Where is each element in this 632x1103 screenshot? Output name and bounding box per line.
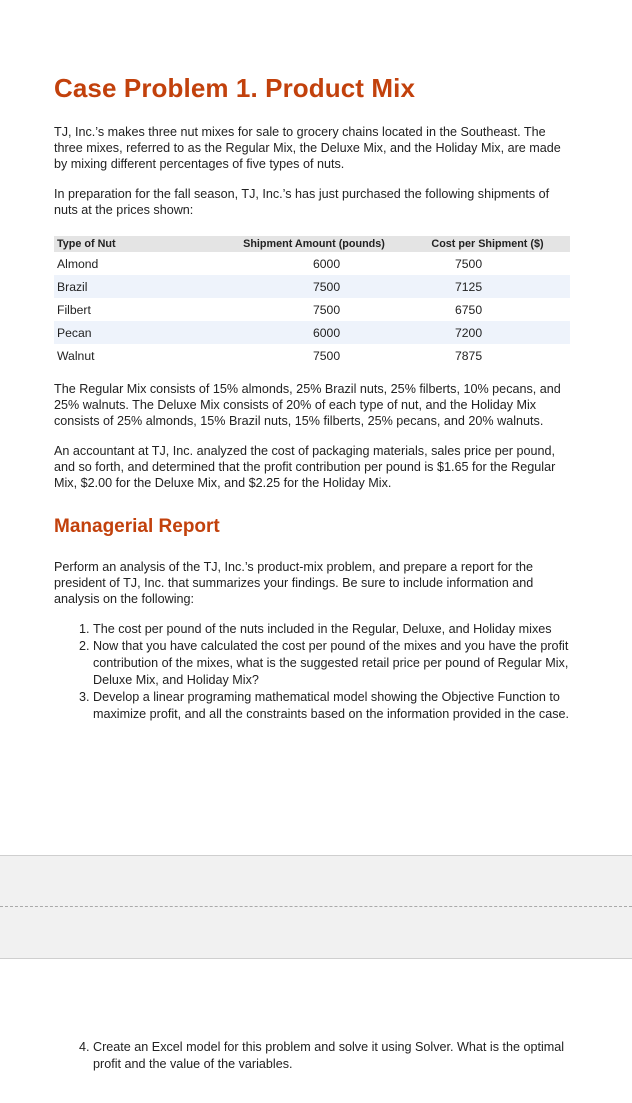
list-item: 2. Now that you have calculated the cost per pound of the mixes and you have the profit contribution of the mixes, what is the suggested retail price per pound of Regular Mix, Deluxe Mix, and Holiday Mix? [93,638,574,689]
header-shipment-amount: Shipment Amount (pounds) [223,236,405,252]
shipment-amount-cell: 7500 [313,348,341,363]
report-list [54,621,574,723]
document-content [54,70,574,723]
table-row [54,321,570,344]
list-item: 1. The cost per pound of the nuts included in the Regular, Deluxe, and Holiday mixes [93,621,574,638]
nut-shipments-table [54,236,570,367]
list-item: 4. Create an Excel model for this problem and solve it using Solver. What is the optimal profit and the value of the variables. [93,1039,574,1073]
shipment-amount-cell: 7500 [313,302,341,317]
cost-cell: 7200 [405,321,570,344]
profit-contribution-paragraph: An accountant at TJ, Inc. analyzed the cost of packaging materials, sales price per pound, and so forth, and determined that the profit contribution per pound is $1.65 for the Regular Mix, $2.00 for the Deluxe Mix, and $2.25 for the Holiday Mix. [54,444,556,490]
cost-cell: 6750 [455,302,483,317]
nut-type-cell: Walnut [57,348,95,363]
cost-cell: 7875 [455,348,483,363]
cost-cell: 7125 [405,275,570,298]
report-list-continued [54,1039,574,1073]
page-break-divider [0,906,632,907]
table-row [54,252,570,275]
shipment-amount-cell: 6000 [223,321,405,344]
page-break-gap [0,855,632,959]
table-row [54,344,570,367]
mix-composition-paragraph: The Regular Mix consists of 15% almonds, 25% Brazil nuts, 25% filberts, 10% pecans, and 25% walnuts. The Deluxe Mix consists of 20% of each type of nut, and the Holiday Mix consists of 25% almonds, 15% Brazil nuts, 15% filberts, 25% pecans, and 20% walnuts. [54,382,561,428]
nut-type-cell: Brazil [54,275,223,298]
report-intro-paragraph: Perform an analysis of the TJ, Inc.’s product-mix problem, and prepare a report for the president of TJ, Inc. that summarizes your findings. Be sure to include information and analysis on the following: [54,560,534,606]
nut-type-cell: Filbert [57,302,91,317]
page-title: Case Problem 1. Product Mix [54,73,416,103]
continued-content [54,1039,574,1073]
shipment-paragraph: In preparation for the fall season, TJ, Inc.’s has just purchased the following shipments of nuts at the prices shown: [54,187,550,217]
nut-type-cell: Pecan [54,321,223,344]
cost-cell: 7500 [455,256,483,271]
shipment-amount-cell: 6000 [313,256,341,271]
shipment-amount-cell: 7500 [223,275,405,298]
report-heading: Managerial Report [54,516,220,537]
table-header-row [54,236,570,252]
nut-type-cell: Almond [57,256,99,271]
table-row [54,298,570,321]
header-type-of-nut: Type of Nut [54,236,223,252]
list-item: 3. Develop a linear programing mathematical model showing the Objective Function to maximize profit, and all the constraints based on the information provided in the case. [93,689,574,723]
intro-paragraph: TJ, Inc.’s makes three nut mixes for sale to grocery chains located in the Southeast. The three mixes, referred to as the Regular Mix, the Deluxe Mix, and the Holiday Mix, are made by mixing different percentages of five types of nuts. [54,125,561,171]
header-cost-per-shipment: Cost per Shipment ($) [405,236,570,252]
table-row [54,275,570,298]
